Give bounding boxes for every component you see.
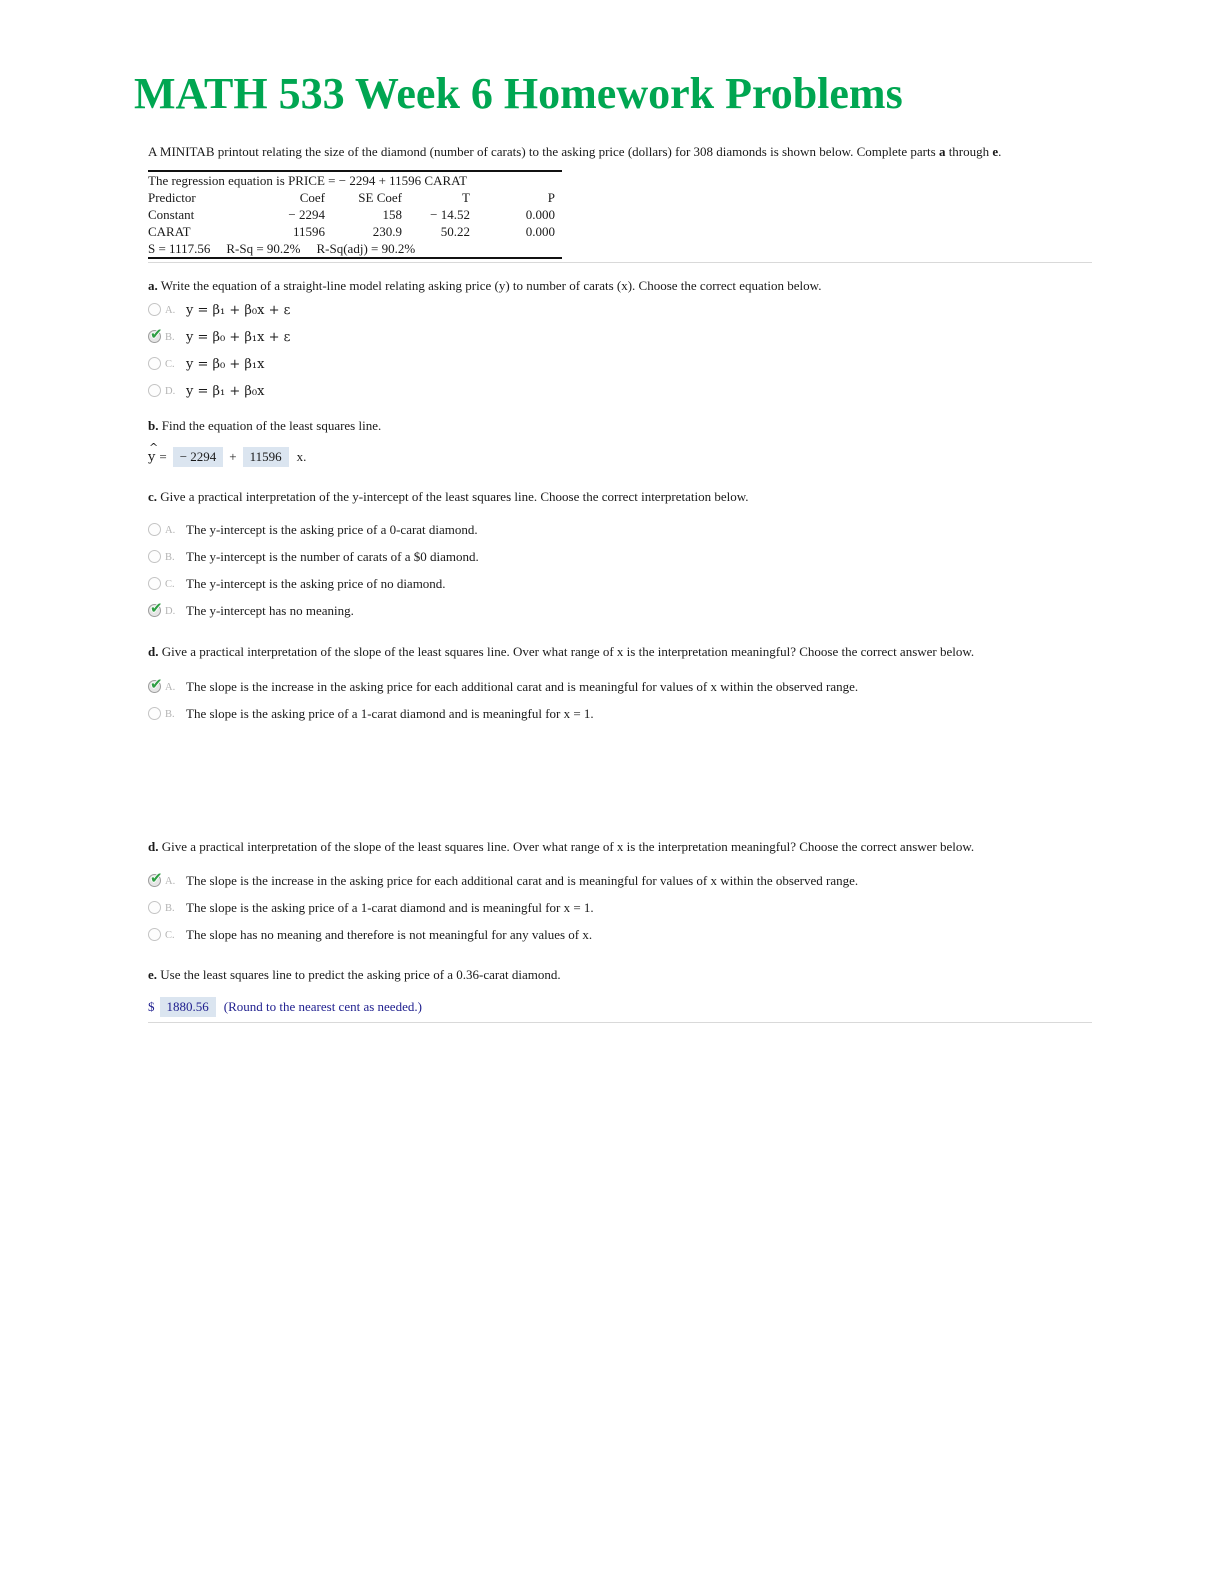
option-text: y = β₀ + β₁x [186, 356, 265, 372]
part-d-second-options [148, 868, 1092, 943]
slope-answer-box[interactable]: 11596 [243, 447, 289, 467]
part-b-answer: ^ y = − 2294 + 11596 x. [148, 446, 1092, 468]
content-area [148, 143, 1092, 1023]
option-text: y = β₁ + β₀x + ε [186, 302, 291, 318]
currency-symbol: $ [148, 999, 155, 1014]
checkmark-icon: ✔ [150, 674, 163, 693]
table-header: Coef [299, 190, 325, 205]
option-text: The slope is the increase in the asking price for each additional carat and is meaningful for values of x within the observed range. [186, 872, 859, 888]
radio-button[interactable] [148, 928, 162, 942]
radio-circle [148, 928, 161, 941]
minitab-table [148, 189, 562, 240]
option-letter: C. [165, 929, 175, 941]
radio-circle [148, 303, 161, 316]
table-header: T [462, 190, 470, 205]
table-cell: − 2294 [288, 207, 325, 222]
radio-button[interactable] [148, 550, 162, 564]
radio-circle [148, 357, 161, 370]
option-letter: A. [165, 681, 176, 693]
checkmark-icon: ✔ [150, 868, 163, 887]
option-row-b[interactable] [148, 705, 1092, 722]
part-e-prompt: e. Use the least squares line to predict the asking price of a 0.36-carat diamond. [148, 967, 561, 982]
option-row-a[interactable] [148, 674, 1092, 695]
part-c-prompt: c. Give a practical interpretation of the y-intercept of the least squares line. Choose the correct interpretation below. [148, 489, 749, 504]
part-e-answer [148, 997, 1092, 1017]
option-text: The y-intercept is the asking price of a 0-carat diamond. [186, 521, 478, 537]
table-cell: Constant [148, 207, 195, 222]
option-letter: D. [165, 386, 176, 397]
minitab-printout [148, 170, 562, 259]
radio-button[interactable] [148, 523, 162, 537]
intro-text: A MINITAB printout relating the size of the diamond (number of carats) to the asking price (dollars) for 308 diamonds is shown below. Complete parts a through e. [148, 144, 1002, 159]
option-row-a[interactable] [148, 868, 1092, 889]
checkmark-icon: ✔ [150, 598, 163, 617]
radio-button[interactable] [148, 901, 162, 915]
radio-circle [148, 707, 161, 720]
option-text: The y-intercept has no meaning. [186, 602, 354, 618]
radio-button[interactable] [148, 303, 162, 317]
option-letter: B. [165, 902, 175, 914]
option-letter: B. [165, 332, 175, 343]
table-cell: 0.000 [525, 224, 555, 239]
intercept-answer-box[interactable]: − 2294 [173, 447, 224, 467]
radio-button[interactable] [148, 357, 162, 371]
option-row-c[interactable] [148, 354, 1092, 374]
option-letter: D. [165, 605, 176, 617]
radio-button[interactable] [148, 325, 163, 344]
model-summary-line: S = 1117.56 R-Sq = 90.2% R-Sq(adj) = 90.2% [148, 241, 416, 256]
option-letter: C. [165, 578, 175, 590]
option-row-a[interactable] [148, 300, 1092, 320]
table-cell: CARAT [148, 224, 191, 239]
radio-button[interactable] [148, 577, 162, 591]
radio-button[interactable] [148, 598, 163, 618]
part-a-prompt: a. Write the equation of a straight-line model relating asking price (y) to number of carats (x). Choose the correct equation below. [148, 278, 822, 293]
part-a-options [148, 300, 1092, 401]
option-text: The y-intercept is the number of carats of a $0 diamond. [186, 548, 479, 564]
option-text: y = β₀ + β₁x + ε [186, 329, 291, 345]
option-text: The slope is the asking price of a 1-carat diamond and is meaningful for x = 1. [186, 705, 594, 721]
radio-circle [148, 550, 161, 563]
page-title: MATH 533 Week 6 Homework Problems [134, 69, 903, 118]
option-row-d[interactable] [148, 381, 1092, 401]
regression-equation-line: The regression equation is PRICE = − 2294 + 11596 CARAT [148, 173, 468, 188]
option-letter: A. [165, 524, 176, 536]
radio-button[interactable] [148, 868, 163, 888]
table-header: SE Coef [358, 190, 402, 205]
option-letter: A. [165, 875, 176, 887]
table-cell: 0.000 [525, 207, 555, 222]
table-cell: 11596 [292, 224, 325, 239]
radio-button[interactable] [148, 384, 162, 398]
option-row-d[interactable] [148, 598, 1092, 619]
option-text: y = β₁ + β₀x [186, 383, 265, 399]
radio-button[interactable] [148, 707, 162, 721]
table-cell: 50.22 [440, 224, 470, 239]
option-row-c[interactable] [148, 926, 1092, 943]
radio-circle [148, 901, 161, 914]
table-cell: 158 [382, 207, 402, 222]
section-divider [148, 262, 1092, 263]
table-header: Predictor [148, 190, 196, 205]
option-row-b[interactable] [148, 327, 1092, 347]
option-text: The slope is the asking price of a 1-carat diamond and is meaningful for x = 1. [186, 899, 594, 915]
part-d-second-prompt: d. Give a practical interpretation of the slope of the least squares line. Over what range of x is the interpretation meaningful? Choose the correct answer below. [148, 839, 975, 854]
y-hat-symbol: ^ y [148, 440, 159, 465]
option-row-c[interactable] [148, 575, 1092, 592]
option-row-a[interactable] [148, 521, 1092, 538]
checkmark-icon: ✔ [150, 325, 163, 343]
radio-button[interactable] [148, 674, 163, 694]
radio-circle [148, 523, 161, 536]
option-letter: B. [165, 551, 175, 563]
table-cell: − 14.52 [430, 207, 470, 222]
part-d-first-prompt: d. Give a practical interpretation of the slope of the least squares line. Over what range of x is the interpretation meaningful? Choose the correct answer below. [148, 644, 975, 659]
option-letter: A. [165, 305, 176, 316]
option-letter: B. [165, 708, 175, 720]
option-row-b[interactable] [148, 548, 1092, 565]
rounding-note: (Round to the nearest cent as needed.) [223, 999, 422, 1014]
option-text: The slope has no meaning and therefore is not meaningful for any values of x. [186, 926, 593, 942]
part-c-options [148, 521, 1092, 619]
radio-circle [148, 577, 161, 590]
option-text: The slope is the increase in the asking price for each additional carat and is meaningful for values of x within the observed range. [186, 678, 859, 694]
radio-circle [148, 384, 161, 397]
bottom-divider [148, 1022, 1092, 1023]
table-header: P [547, 190, 555, 205]
option-text: The y-intercept is the asking price of no diamond. [186, 575, 446, 591]
price-answer-box[interactable]: 1880.56 [160, 997, 216, 1017]
part-d-first-options [148, 674, 1092, 722]
option-row-b[interactable] [148, 899, 1092, 916]
option-letter: C. [165, 359, 175, 370]
part-b-prompt: b. Find the equation of the least squares line. [148, 418, 382, 433]
table-cell: 230.9 [372, 224, 402, 239]
